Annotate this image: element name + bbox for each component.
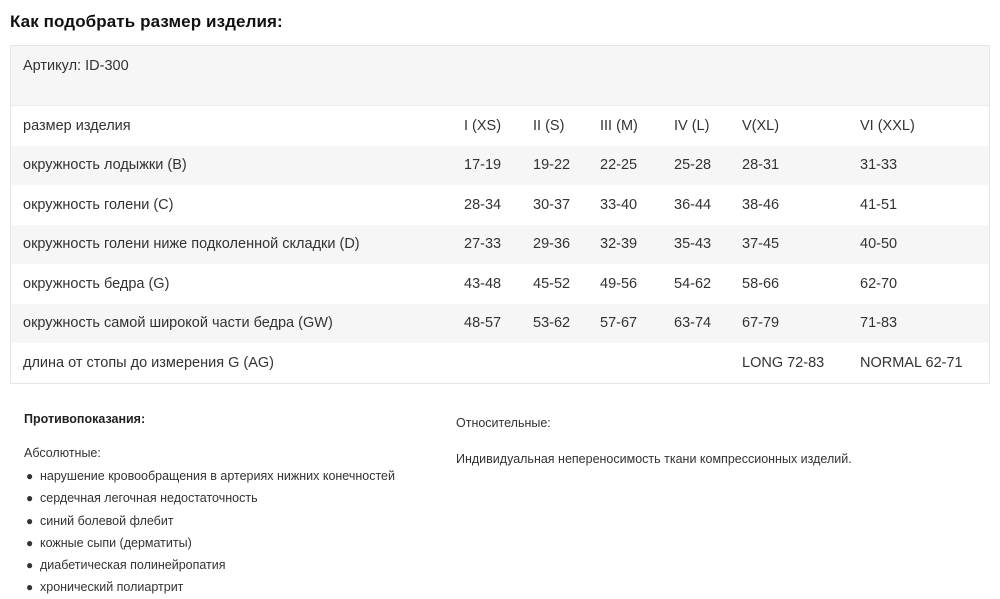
header-cell-xs: I (XS) (464, 117, 502, 134)
bullet-icon: ● (26, 558, 34, 573)
bullet-icon: ● (26, 535, 34, 550)
header-cell-l: IV (L) (674, 117, 710, 134)
row-label: окружность бедра (G) (23, 275, 170, 292)
cell-m: 32-39 (600, 236, 638, 253)
cell-xxl: 40-50 (860, 236, 898, 253)
row-label: окружность лодыжки (B) (23, 157, 187, 174)
cell-xl: 37-45 (742, 236, 780, 253)
list-item: ● хронический полиартрит (24, 576, 444, 598)
cell-xs: 17-19 (464, 157, 502, 174)
cell-xs: 28-34 (464, 196, 502, 213)
cell-l: 54-62 (674, 275, 712, 292)
table-row-ankle (11, 146, 989, 186)
cell-xxl: 41-51 (860, 196, 898, 213)
header-cell-s: II (S) (533, 117, 565, 134)
cell-l: 25-28 (674, 157, 712, 174)
row-label: окружность голени (C) (23, 196, 174, 213)
list-item: ● нарушение кровообращения в артериях нижних конечностей (24, 465, 444, 487)
list-item: ● кожные сыпи (дерматиты) (24, 532, 444, 554)
cell-l: 36-44 (674, 196, 712, 213)
cell-s: 29-36 (533, 236, 571, 253)
table-row-widest-thigh (11, 304, 989, 344)
cell-normal: NORMAL 62-71 (860, 354, 963, 371)
table-row-thigh (11, 264, 989, 304)
size-table (10, 45, 990, 384)
cell-xl: 58-66 (742, 275, 780, 292)
row-label: окружность голени ниже подколенной складки (D) (23, 236, 360, 253)
contraindications-heading: Противопоказания: (24, 412, 146, 426)
cell-m: 57-67 (600, 315, 638, 332)
row-label: длина от стопы до измерения G (AG) (23, 354, 274, 371)
header-cell-xl: V(XL) (742, 117, 780, 134)
bullet-icon: ● (26, 469, 34, 483)
header-cell-size: размер изделия (23, 117, 131, 134)
cell-xl: 28-31 (742, 157, 780, 174)
cell-xxl: 31-33 (860, 157, 898, 174)
cell-xs: 43-48 (464, 275, 502, 292)
row-label: окружность самой широкой части бедра (GW) (23, 315, 333, 332)
cell-m: 33-40 (600, 196, 638, 213)
header-cell-m: III (M) (600, 117, 638, 134)
cell-xl: 38-46 (742, 196, 780, 213)
bullet-icon: ● (26, 491, 34, 506)
cell-s: 19-22 (533, 157, 571, 174)
cell-l: 35-43 (674, 236, 712, 253)
cell-s: 30-37 (533, 196, 571, 213)
bullet-icon: ● (26, 580, 34, 595)
list-item: ● синий болевой флебит (24, 510, 444, 532)
list-item: ● сердечная легочная недостаточность (24, 487, 444, 509)
contraindications-absolute (24, 412, 444, 599)
cell-xl: 67-79 (742, 315, 780, 332)
absolute-label: Абсолютные: (24, 446, 101, 460)
contraindications-relative (456, 416, 976, 466)
header-cell-xxl: VI (XXL) (860, 117, 915, 134)
table-row-below-knee (11, 225, 989, 265)
article-number: Артикул: ID-300 (11, 46, 989, 106)
cell-l: 63-74 (674, 315, 712, 332)
table-row-calf (11, 185, 989, 225)
cell-m: 22-25 (600, 157, 638, 174)
cell-xxl: 62-70 (860, 275, 898, 292)
table-header-row (11, 106, 989, 146)
list-item: ● диабетическая полинейропатия (24, 554, 444, 576)
bullet-icon: ● (26, 513, 34, 528)
cell-m: 49-56 (600, 275, 638, 292)
page-title: Как подобрать размер изделия: (10, 12, 283, 31)
table-row-length (11, 343, 989, 383)
cell-s: 53-62 (533, 315, 571, 332)
absolute-list (24, 465, 444, 599)
cell-xs: 48-57 (464, 315, 502, 332)
cell-long: LONG 72-83 (742, 354, 825, 371)
cell-xxl: 71-83 (860, 315, 898, 332)
cell-s: 45-52 (533, 275, 571, 292)
relative-label: Относительные: (456, 416, 551, 430)
relative-text: Индивидуальная непереносимость ткани компрессионных изделий. (456, 452, 852, 466)
cell-xs: 27-33 (464, 236, 502, 253)
